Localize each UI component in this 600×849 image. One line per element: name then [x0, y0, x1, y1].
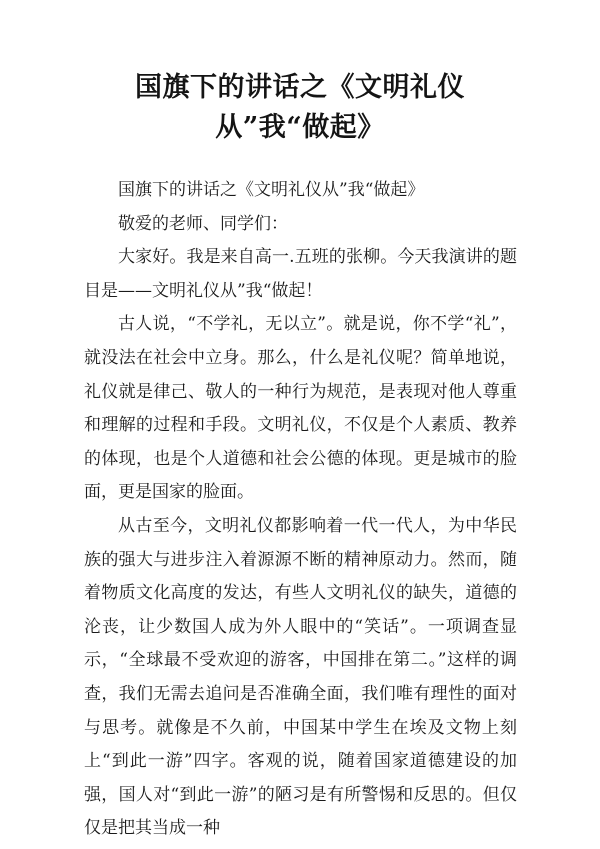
paragraph-heading-repeat: 国旗下的讲话之《文明礼仪从”我“做起》 [118, 180, 425, 200]
document-title: 国旗下的讲话之《文明礼仪从”我“做起》 [135, 72, 465, 143]
paragraph-salutation: 敬爱的老师、同学们： [118, 213, 288, 234]
paragraph-etiquette-definition: 古人说，“不学礼，无以立”。就是说，你不学“礼”，就没法在社会中立身。那么，什么是礼仪呢？简单地说，礼仪就是律己、敬人的一种行为规范，是表现对他人尊重和理解的过程和手段。文明礼仪，不仅是个人素质、教养的体现，也是个人道德和社会公德的体现。更是城市的脸面，更是国家的脸面。 [84, 314, 517, 503]
document-body [84, 174, 517, 846]
paragraph-greeting: 大家好。我是来自高一.五班的张柳。今天我演讲的题目是——文明礼仪从”我“做起！ [84, 247, 517, 301]
paragraph-history: 从古至今，文明礼仪都影响着一代一代人，为中华民族的强大与进步注入着源源不断的精神原动力。然而，随着物质文化高度的发达，有些人文明礼仪的缺失，道德的沦丧，让少数国人成为外人眼中的“笑话”。一项调查显示，“全球最不受欢迎的游客，中国排在第二。”这样的调查，我们无需去追问是否准确全面，我们唯有理性的面对与思考。就像是不久前，中国某中学生在埃及文物上刻上“到此一游”四字。客观的说，随着国家道德建设的加强，国人对“到此一游”的陋习是有所警惕和反思的。但仅仅是把其当成一种 [84, 515, 517, 839]
